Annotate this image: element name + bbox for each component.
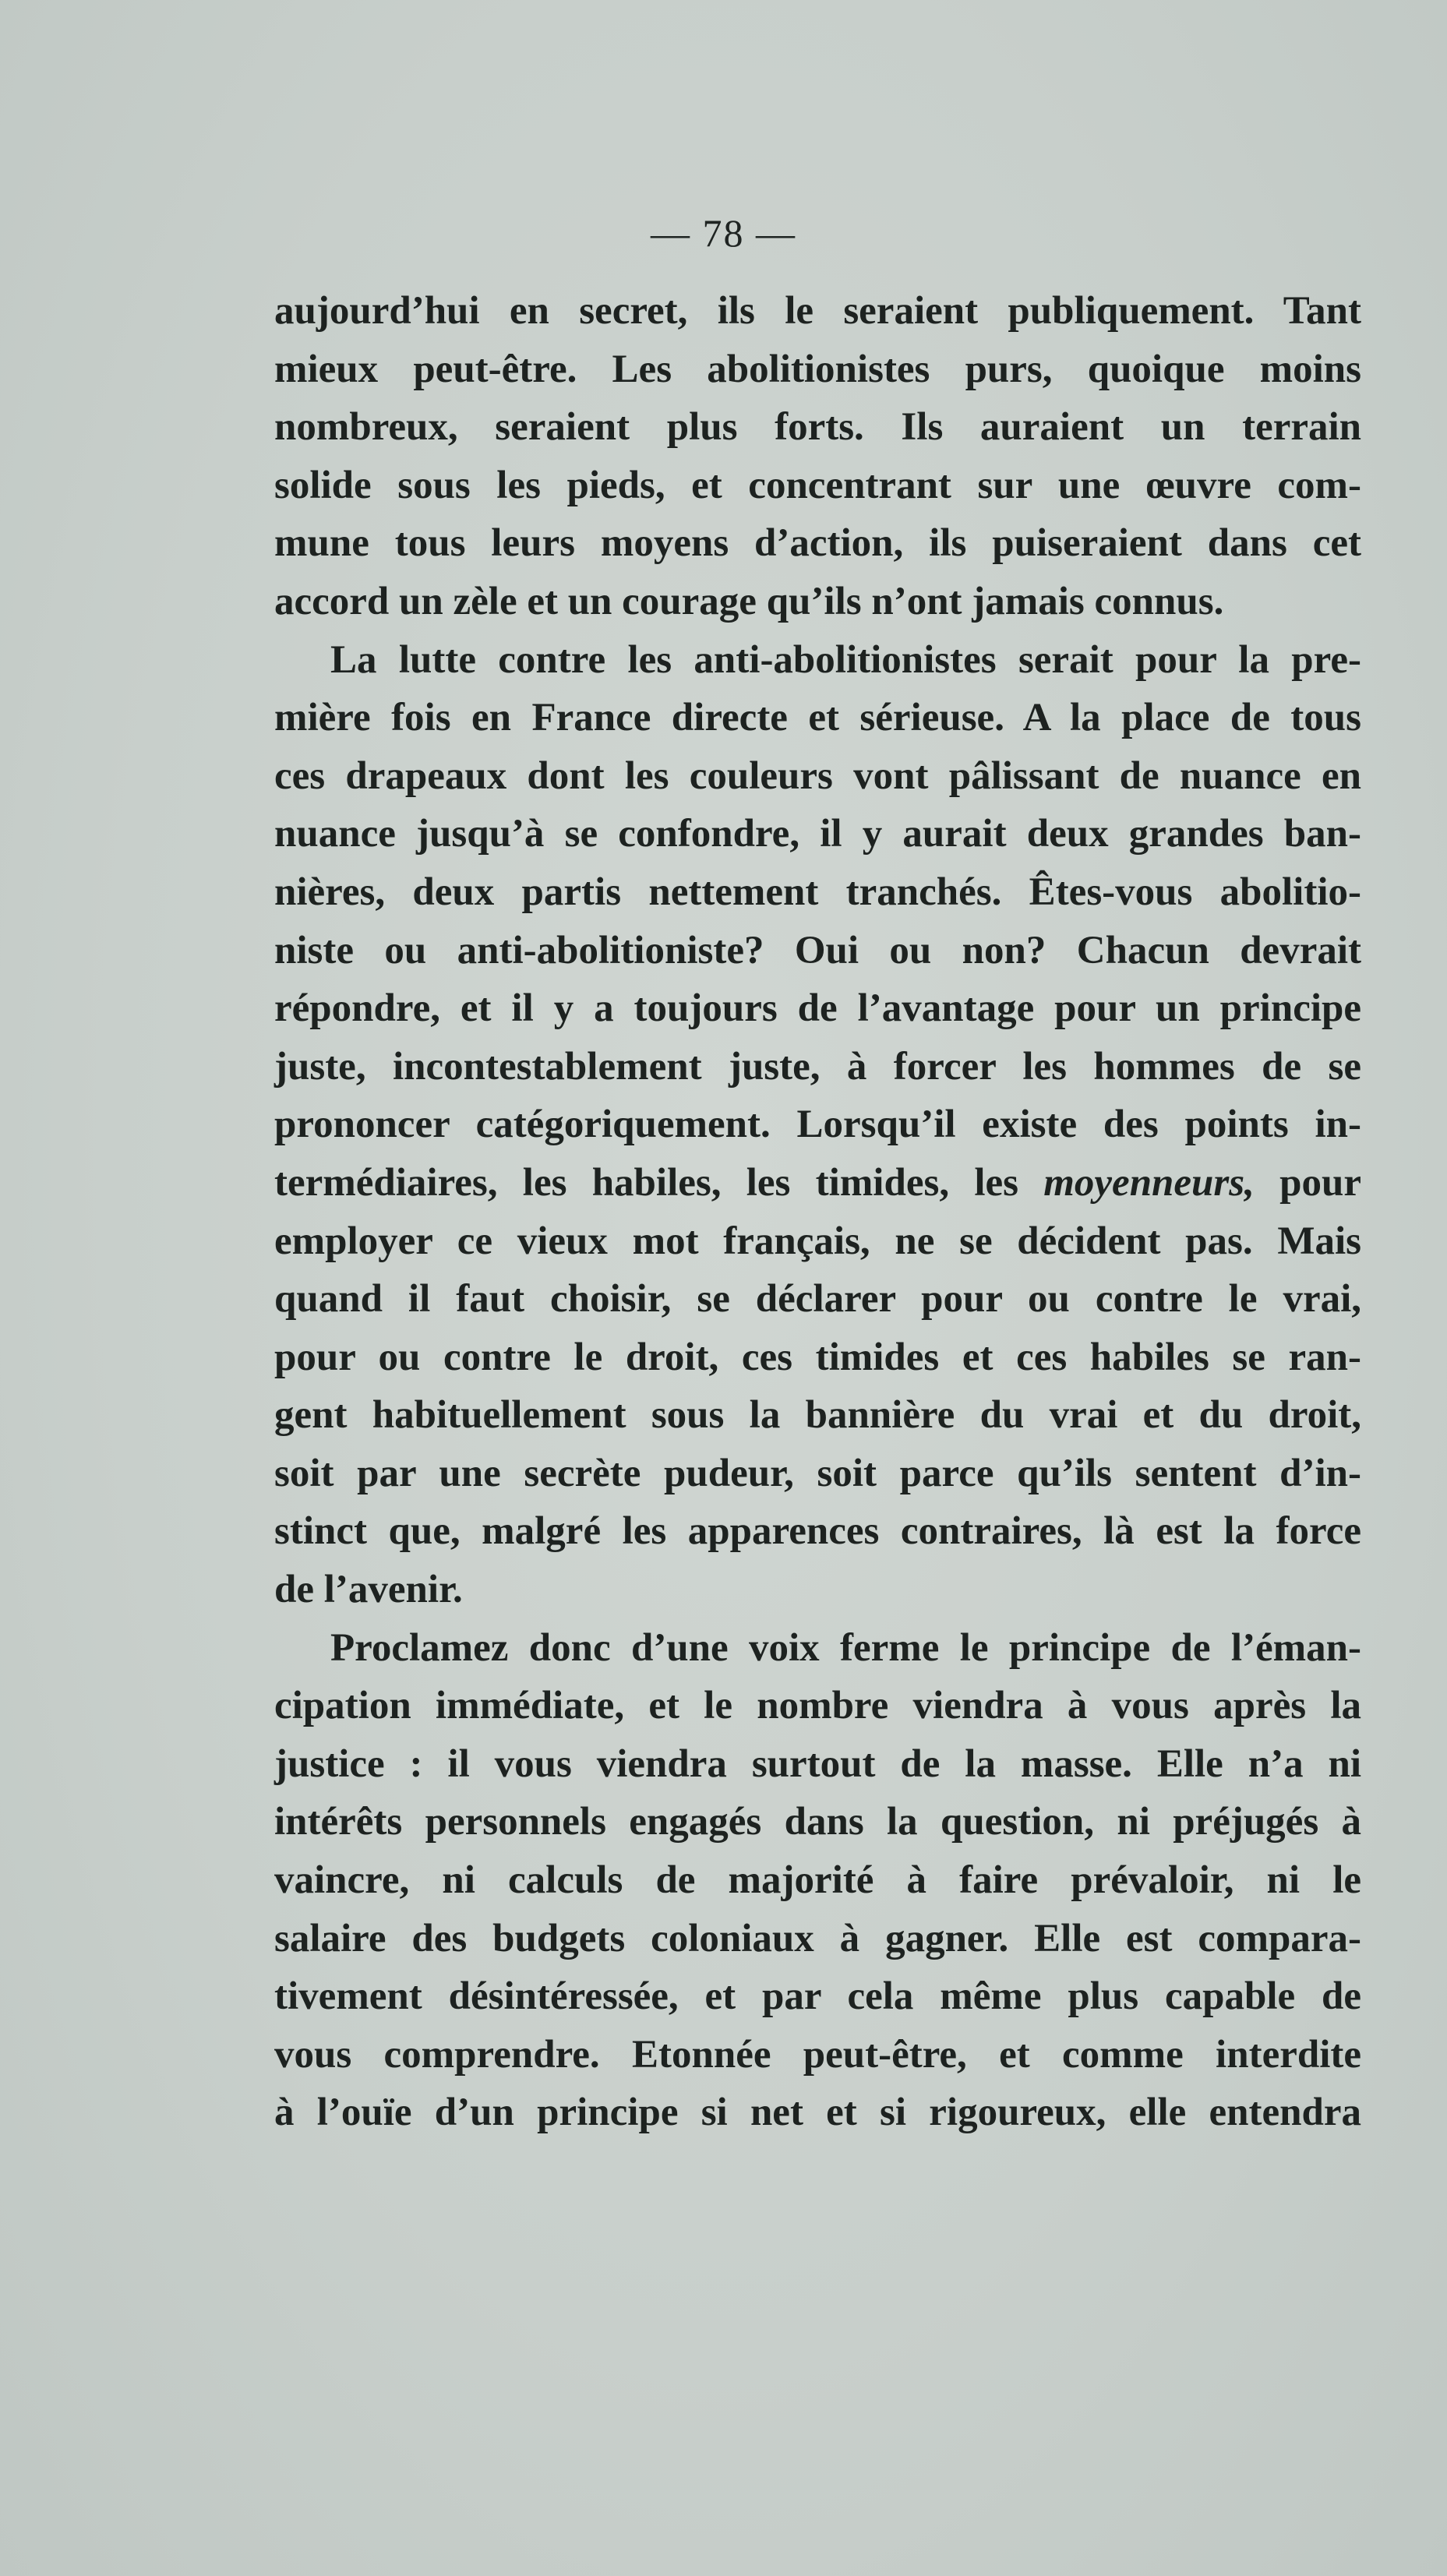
text-line: de l’avenir.: [274, 1568, 463, 1612]
text-line: à l’ouïe d’un principe si net et si rigoureux, elle entendra: [274, 2091, 1361, 2135]
text-line: salaire des budgets coloniaux à gagner. Elle est compara-: [274, 1916, 1361, 1960]
text-line: ces drapeaux dont les couleurs vont pâlissant de nuance en: [274, 753, 1361, 798]
page-number: — 78 —: [651, 211, 796, 255]
text-line: intérêts personnels engagés dans la question, ni préjugés à: [274, 1800, 1361, 1844]
text-line-with-italic: [274, 1154, 1361, 1212]
text-line: mune tous leurs moyens d’action, ils puiseraient dans cet: [274, 521, 1361, 566]
text-line: vous comprendre. Etonnée peut-être, et comme interdite: [274, 2032, 1361, 2077]
text-line: La lutte contre les anti-abolitionistes serait pour la pre-: [330, 637, 1361, 682]
text-line: gent habituellement sous la bannière du vrai et du droit,: [274, 1393, 1361, 1438]
text-line: aujourd’hui en secret, ils le seraient publiquement. Tant: [274, 289, 1361, 333]
text-line: nuance jusqu’à se confondre, il y aurait deux grandes ban-: [274, 812, 1361, 856]
text-fragment: pour: [1279, 1160, 1362, 1205]
text-line: stinct que, malgré les apparences contraires, là est la force: [274, 1509, 1361, 1554]
text-line: soit par une secrète pudeur, soit parce qu’ils sentent d’in-: [274, 1451, 1361, 1495]
text-line: nombreux, seraient plus forts. Ils auraient un terrain: [274, 405, 1361, 450]
text-line: cipation immédiate, et le nombre viendra à vous après la: [274, 1684, 1361, 1728]
text-line: accord un zèle et un courage qu’ils n’ont jamais connus.: [274, 579, 1224, 623]
text-line: mieux peut-être. Les abolitionistes purs, quoique moins: [274, 347, 1361, 391]
text-fragment: termédiaires, les habiles, les timides, les: [274, 1160, 1018, 1205]
text-line: solide sous les pieds, et concentrant sur une œuvre com-: [274, 463, 1361, 507]
text-line: mière fois en France directe et sérieuse. A la place de tous: [274, 696, 1361, 740]
text-line: Proclamez donc d’une voix ferme le principe de l’éman-: [330, 1625, 1361, 1670]
text-line: répondre, et il y a toujours de l’avantage pour un principe: [274, 986, 1361, 1031]
body-text: [274, 282, 1361, 2142]
text-line: justice : il vous viendra surtout de la masse. Elle n’a ni: [274, 1741, 1361, 1786]
text-line: tivement désintéressée, et par cela même plus capable de: [274, 1974, 1361, 2019]
text-line: quand il faut choisir, se déclarer pour ou contre le vrai,: [274, 1277, 1361, 1322]
text-line: vaincre, ni calculs de majorité à faire prévaloir, ni le: [274, 1858, 1361, 1903]
italic-word: moyenneurs,: [1043, 1160, 1255, 1205]
text-line: employer ce vieux mot français, ne se décident pas. Mais: [274, 1219, 1361, 1263]
text-line: pour ou contre le droit, ces timides et ces habiles se ran-: [274, 1335, 1361, 1379]
text-line: prononcer catégoriquement. Lorsqu’il existe des points in-: [274, 1103, 1361, 1147]
text-line: niste ou anti-abolitioniste? Oui ou non? Chacun devrait: [274, 928, 1361, 972]
text-line: juste, incontestablement juste, à forcer les hommes de se: [274, 1044, 1361, 1089]
text-line: nières, deux partis nettement tranchés. Êtes-vous abolitio-: [274, 870, 1361, 914]
